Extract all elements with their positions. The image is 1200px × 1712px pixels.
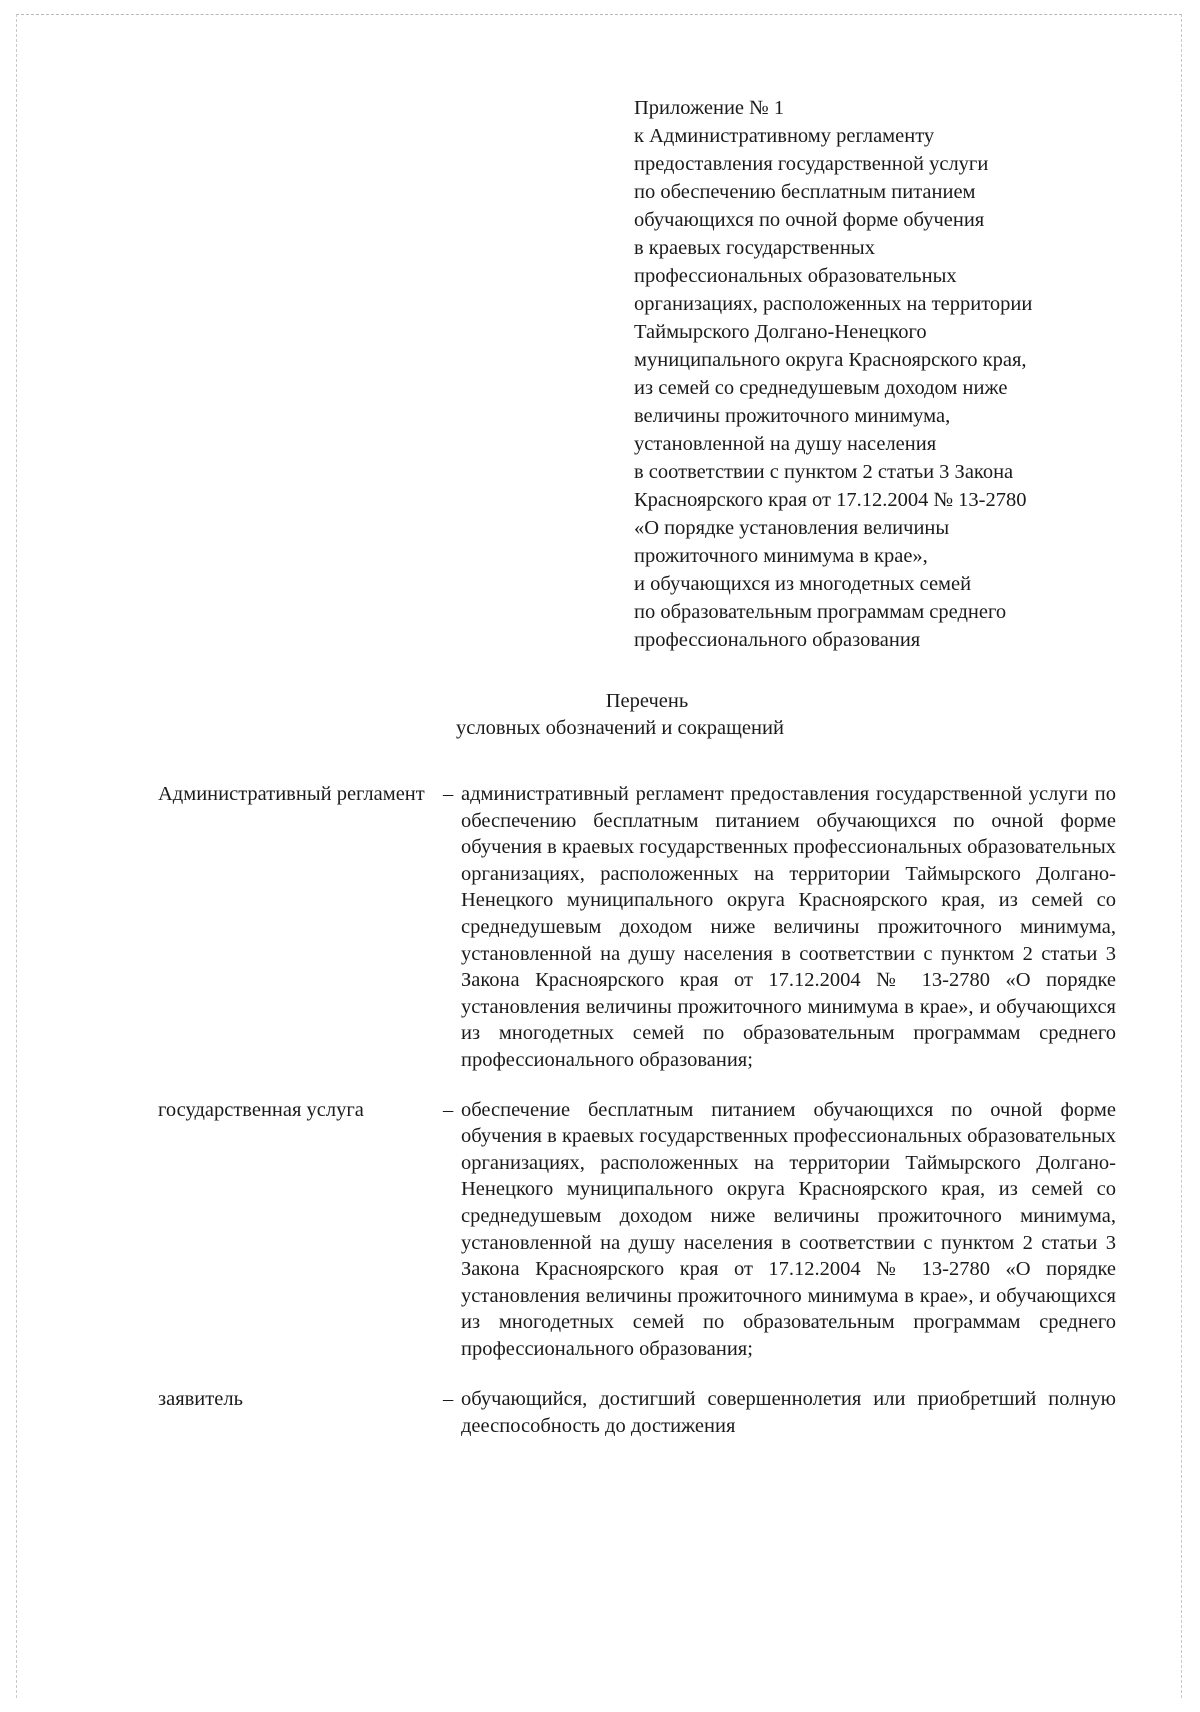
appendix-line: муниципального округа Красноярского края,: [634, 349, 1027, 371]
definition-text: обеспечение бесплатным питанием обучающихся по очной форме обучения в краевых государственных профессиональных образовательных организациях, расположенных на территории Таймырского Долгано-Ненецкого муниципального округа Красноярского края, из семей со среднедушевым доходом ниже величины прожиточного минимума, установленной на душу населения в соответствии с пунктом 2 статьи 3 Закона Красноярского края от 17.12.2004 № 13-2780 «О порядке установления величины прожиточного минимума в крае», и обучающихся из многодетных семей по образовательным программам среднего профессионального образования;: [461, 1098, 1116, 1360]
appendix-line: «О порядке установления величины: [634, 517, 950, 539]
definition-text: обучающийся, достигший совершеннолетия или приобретший полную дееспособность до достижения: [461, 1388, 1116, 1438]
definition-dash: –: [443, 1388, 454, 1411]
appendix-line: обучающихся по очной форме обучения: [634, 209, 985, 231]
appendix-line: Красноярского края от 17.12.2004 № 13-2780: [634, 489, 1027, 511]
list-title: [0, 686, 1200, 744]
appendix-line: величины прожиточного минимума,: [634, 405, 951, 427]
appendix-line: из семей со среднедушевым доходом ниже: [634, 377, 1008, 399]
appendix-line: предоставления государственной услуги: [634, 153, 989, 175]
appendix-line: Таймырского Долгано-Ненецкого: [634, 321, 927, 343]
appendix-header: [634, 94, 1154, 654]
list-title-sub: условных обозначений и сокращений: [456, 717, 784, 739]
appendix-line: в соответствии с пунктом 2 статьи 3 Закона: [634, 461, 1014, 483]
appendix-line: по образовательным программам среднего: [634, 601, 1007, 623]
appendix-line: профессионального образования: [634, 629, 921, 651]
definition-row: [158, 1386, 1118, 1439]
definition-text: административный регламент предоставления государственной услуги по обеспечению бесплатным питанием обучающихся по очной форме обучения в краевых государственных профессиональных образовательных организациях, расположенных на территории Таймырского Долгано-Ненецкого муниципального округа Красноярского края, из семей со среднедушевым доходом ниже величины прожиточного минимума, установленной на душу населения в соответствии с пунктом 2 статьи 3 Закона Красноярского края от 17.12.2004 № 13-2780 «О порядке установления величины прожиточного минимума в крае», и обучающихся из многодетных семей по образовательным программам среднего профессионального образования;: [461, 783, 1116, 1071]
definitions-list: [158, 781, 1118, 1440]
definition-term: государственная услуга: [158, 1098, 364, 1121]
appendix-line: по обеспечению бесплатным питанием: [634, 181, 976, 203]
definition-row: [158, 781, 1118, 1074]
appendix-line: Приложение № 1: [634, 97, 785, 119]
appendix-line: установленной на душу населения: [634, 433, 937, 455]
definition-term: Административный регламент: [158, 783, 425, 805]
appendix-line: и обучающихся из многодетных семей: [634, 573, 972, 595]
appendix-line: к Административному регламенту: [634, 125, 935, 147]
definition-row: [158, 1097, 1118, 1363]
list-title-main: Перечень: [605, 690, 689, 712]
definition-dash: –: [443, 783, 454, 805]
appendix-line: организациях, расположенных на территории: [634, 293, 1033, 315]
definition-term: заявитель: [158, 1388, 243, 1411]
appendix-line: прожиточного минимума в крае»,: [634, 545, 928, 567]
appendix-line: профессиональных образовательных: [634, 265, 957, 287]
appendix-line: в краевых государственных: [634, 237, 875, 259]
definition-dash: –: [443, 1098, 454, 1121]
